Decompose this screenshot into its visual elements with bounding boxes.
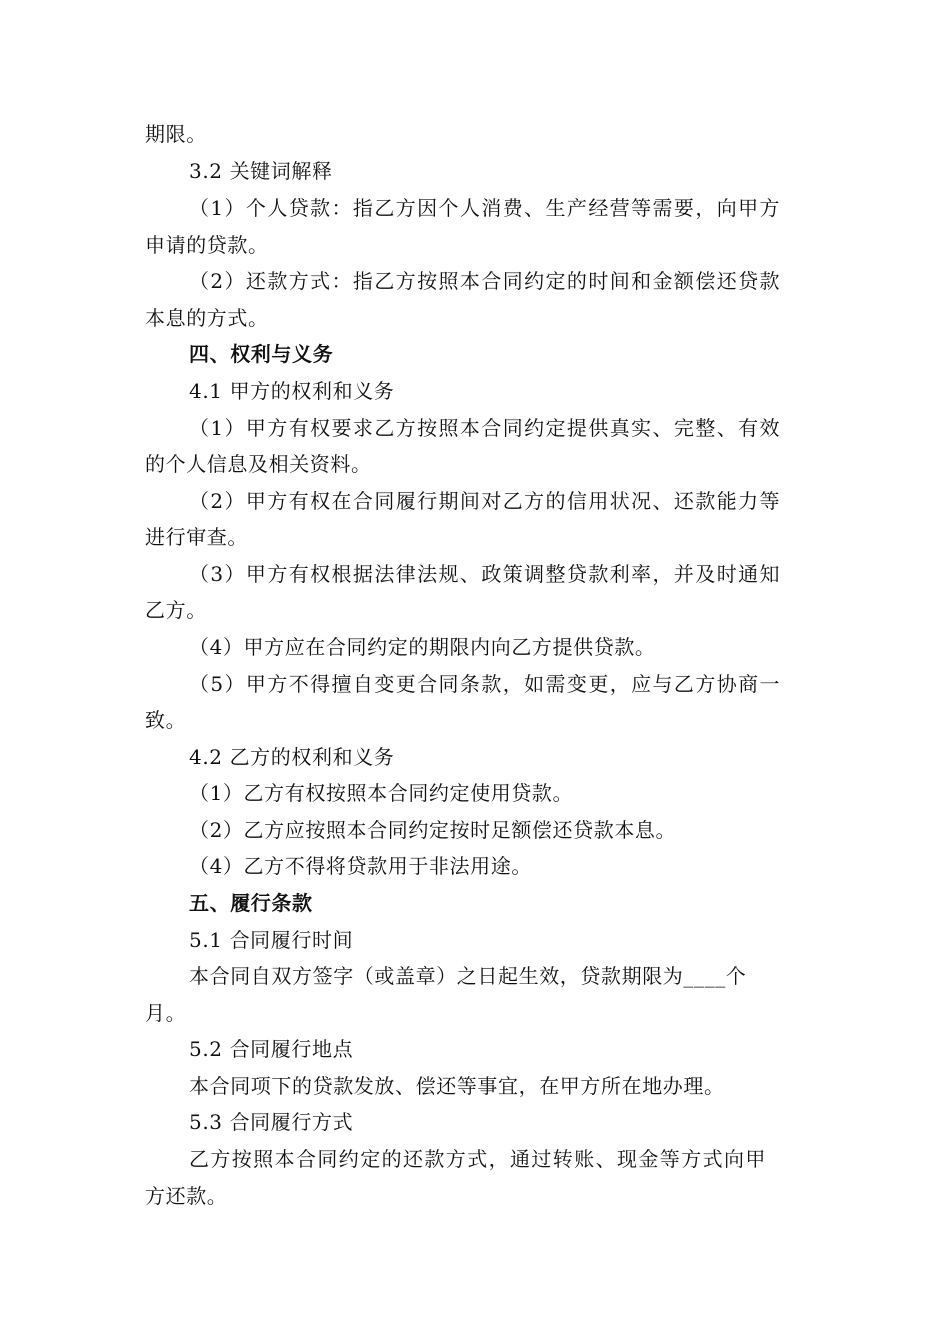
text-line: 本合同项下的贷款发放、偿还等事宜，在甲方所在地办理。 (189, 1074, 725, 1098)
subsection-heading-5-1: 5.1 合同履行时间 (189, 928, 354, 952)
section-heading-4: 四、权利与义务 (189, 342, 334, 366)
text-line: 的个人信息及相关资料。 (145, 452, 372, 476)
text-line: 申请的贷款。 (145, 233, 269, 257)
text-line: 期限。 (145, 122, 207, 146)
text-line: 乙方。 (145, 598, 207, 622)
subsection-heading-4-1: 4.1 甲方的权利和义务 (189, 379, 395, 403)
text-line: 本合同自双方签字（或盖章）之日起生效，贷款期限为____个 (189, 964, 747, 988)
text-line: 方还款。 (145, 1184, 228, 1208)
text-line: （2）甲方有权在合同履行期间对乙方的信用状况、还款能力等 (189, 489, 781, 513)
text-line: （3）甲方有权根据法律法规、政策调整贷款利率，并及时通知 (189, 562, 781, 586)
subsection-heading-4-2: 4.2 乙方的权利和义务 (189, 745, 395, 769)
text-line: （2）乙方应按照本合同约定按时足额偿还贷款本息。 (189, 818, 677, 842)
text-line: 乙方按照本合同约定的还款方式，通过转账、现金等方式向甲 (189, 1147, 767, 1171)
subsection-heading-3-2: 3.2 关键词解释 (189, 159, 333, 183)
section-heading-5: 五、履行条款 (189, 891, 313, 915)
text-line: 致。 (145, 708, 187, 732)
text-line: （1）乙方有权按照本合同约定使用贷款。 (189, 781, 574, 805)
text-line: 进行审查。 (145, 525, 248, 549)
text-line: （2）还款方式：指乙方按照本合同约定的时间和金额偿还贷款 (189, 269, 781, 293)
text-line: （4）乙方不得将贷款用于非法用途。 (189, 854, 532, 878)
text-line: （1）个人贷款：指乙方因个人消费、生产经营等需要，向甲方 (189, 196, 781, 220)
text-line: （4）甲方应在合同约定的期限内向乙方提供贷款。 (189, 635, 656, 659)
subsection-heading-5-2: 5.2 合同履行地点 (189, 1037, 354, 1061)
text-line: 本息的方式。 (145, 306, 269, 330)
text-line: 月。 (145, 1001, 187, 1025)
subsection-heading-5-3: 5.3 合同履行方式 (189, 1110, 354, 1134)
text-line: （1）甲方有权要求乙方按照本合同约定提供真实、完整、有效 (189, 416, 781, 440)
text-line: （5）甲方不得擅自变更合同条款，如需变更，应与乙方协商一 (189, 672, 781, 696)
